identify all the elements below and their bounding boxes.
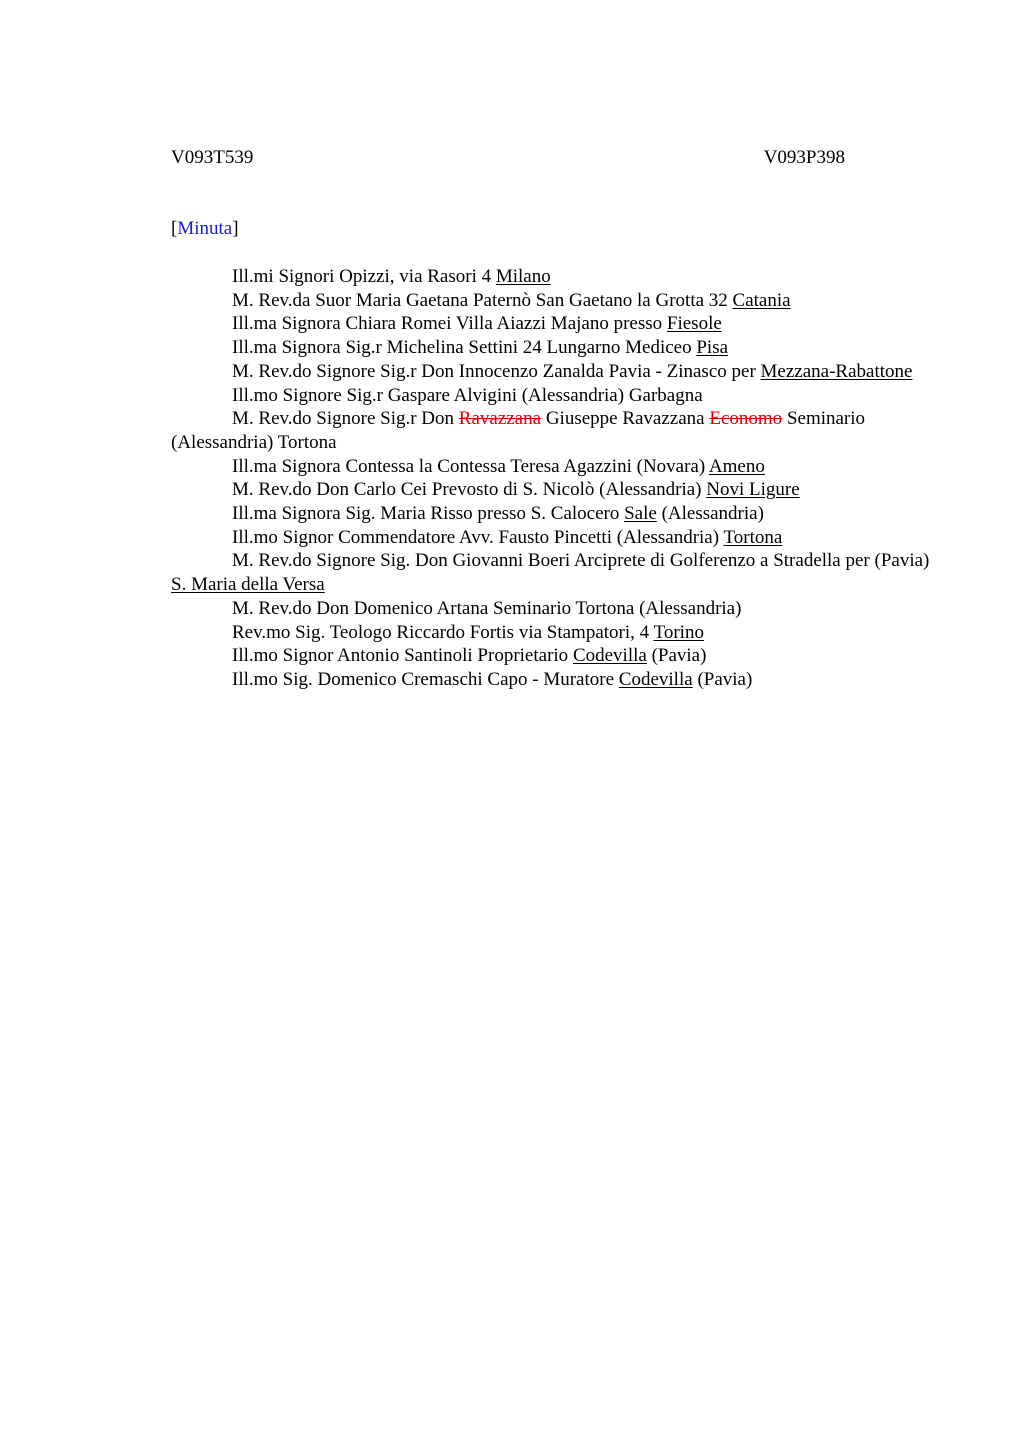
- deleted-text: Economo: [709, 408, 783, 430]
- address-city: Novi Ligure: [706, 479, 800, 501]
- address-city: Fiesole: [666, 313, 722, 335]
- address-text: M. Rev.do Signore Sig.r Don Innocenzo Zanalda Pavia - Zinasco per: [232, 360, 761, 382]
- minuta-close-bracket: ]: [232, 218, 239, 239]
- address-entry: [171, 265, 931, 289]
- minuta-open-bracket: [: [171, 218, 178, 239]
- address-entry: [171, 384, 931, 408]
- address-text: M. Rev.da Suor Maria Gaetana Paternò San Gaetano la Grotta 32: [232, 289, 733, 311]
- address-city: Ameno: [708, 455, 765, 477]
- address-text: Ill.ma Signora Chiara Romei Villa Aiazzi Majano presso: [232, 313, 667, 335]
- address-entry: [171, 289, 931, 313]
- address-city: Codevilla: [618, 668, 693, 690]
- address-text: (Pavia): [646, 645, 707, 667]
- address-city: Tortona: [723, 526, 783, 548]
- address-text: Ill.mo Signore Sig.r Gaspare Alvigini (Alessandria) Garbagna: [232, 384, 703, 406]
- deleted-text: Ravazzana: [458, 408, 542, 430]
- document-id-left: V093T539: [171, 147, 254, 168]
- address-text: (Alessandria): [656, 503, 764, 525]
- address-entry: [171, 455, 931, 479]
- address-text: Ill.ma Signora Sig. Maria Risso presso S. Calocero: [232, 503, 625, 525]
- address-entry: [171, 312, 931, 336]
- address-text: Ill.mi Signori Opizzi, via Rasori 4: [232, 266, 496, 287]
- address-text: M. Rev.do Don Domenico Artana Seminario Tortona (Alessandria): [232, 597, 742, 619]
- address-city: Torino: [653, 621, 704, 643]
- address-entry: [171, 526, 931, 550]
- address-text: M. Rev.do Don Carlo Cei Prevosto di S. Nicolò (Alessandria): [232, 479, 707, 501]
- address-city: Catania: [732, 289, 791, 311]
- address-text: Ill.mo Signor Antonio Santinoli Proprietario: [232, 645, 573, 667]
- address-city: Mezzana-Rabattone: [760, 360, 913, 382]
- address-entry: [171, 668, 931, 692]
- address-text: Giuseppe Ravazzana: [541, 408, 710, 430]
- document-id-right: V093P398: [763, 147, 845, 168]
- address-text: Rev.mo Sig. Teologo Riccardo Fortis via Stampatori, 4: [232, 621, 654, 643]
- address-entry: [171, 336, 931, 360]
- address-text: M. Rev.do Signore Sig.r Don: [232, 408, 459, 430]
- address-text: Seminario (Alessandria) Tortona: [171, 408, 866, 453]
- address-entry: [171, 502, 931, 526]
- address-list: [171, 265, 931, 692]
- address-entry: [171, 407, 931, 454]
- address-city: S. Maria della Versa: [171, 574, 325, 596]
- address-text: Ill.ma Signora Sig.r Michelina Settini 24 Lungarno Mediceo: [232, 337, 697, 359]
- address-entry: [171, 597, 931, 621]
- address-city: Pisa: [696, 337, 729, 359]
- address-city: Codevilla: [572, 645, 647, 667]
- address-entry: [171, 549, 931, 596]
- address-entry: [171, 621, 931, 645]
- address-entry: [171, 644, 931, 668]
- address-city: Sale: [624, 503, 657, 525]
- address-text: Ill.mo Sig. Domenico Cremaschi Capo - Muratore: [232, 668, 619, 690]
- address-entry: [171, 478, 931, 502]
- minuta-link[interactable]: Minuta: [177, 218, 233, 239]
- address-text: M. Rev.do Signore Sig. Don Giovanni Boeri Arciprete di Golferenzo a Stradella per (Pavia): [232, 550, 930, 572]
- address-text: Ill.ma Signora Contessa la Contessa Teresa Agazzini (Novara): [232, 455, 709, 477]
- address-text: Ill.mo Signor Commendatore Avv. Fausto Pincetti (Alessandria): [232, 526, 724, 548]
- address-city: Milano: [495, 266, 551, 287]
- address-entry: [171, 360, 931, 384]
- address-text: (Pavia): [692, 668, 753, 690]
- minuta-label: [171, 217, 239, 241]
